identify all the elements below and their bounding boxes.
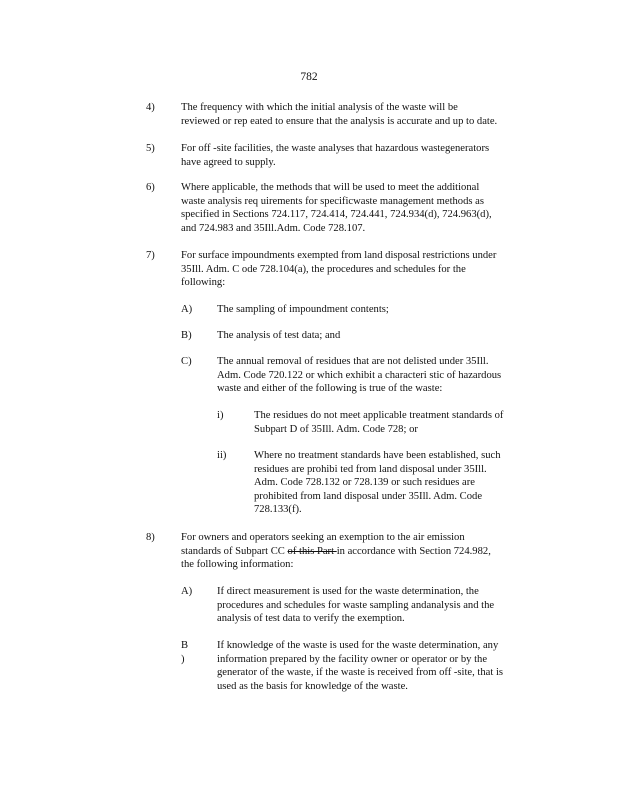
item-label: 6) [146, 182, 155, 193]
item-text: Where no treatment standards have been established, such residues are prohibi ted from land disposal under 35Ill. Adm. Code 728.132 or 728.139 or such residues are prohibited from land disposal under 35Ill. Adm. Code 728.133(f). [254, 450, 501, 516]
item-label: C) [181, 356, 192, 367]
item-label: 7) [146, 250, 155, 261]
struck-text: of this Part [287, 545, 337, 557]
item-label: 4) [146, 102, 155, 113]
item-text: If direct measurement is used for the waste determination, the procedures and schedules for waste sampling andanalysis and the analysis of test data to verify the exemption. [217, 586, 495, 625]
item-label: i) [217, 410, 224, 421]
item-label: B ) [181, 640, 189, 665]
item-text: If knowledge of the waste is used for the waste determination, any information prepared by the facility owner or operator or by the generator of the waste, if the waste is received from off -site, that is used as the basis for knowledge of the waste. [217, 640, 504, 692]
item-text: The annual removal of residues that are not delisted under 35Ill. Adm. Code 720.122 or which exhibit a characteri stic of hazardous waste and either of the following is true of the waste: [217, 356, 502, 395]
item-label: A) [181, 304, 193, 315]
item-text: For surface impoundments exempted from land disposal restrictions under 35Ill. Adm. C ode 728.104(a), the procedures and schedules for the following: [181, 250, 497, 289]
item-label: 5) [146, 143, 155, 154]
item-text: The sampling of impoundment contents; [217, 304, 389, 315]
page-number: 782 [300, 71, 318, 83]
item-label: 8) [146, 532, 155, 543]
item-text: Where applicable, the methods that will be used to meet the additional waste analysis req uirements for specificwaste management methods as specified in Sections 724.117, 724.414, 724.441, 724.934(d), 724.963(d), and 724.983 and 35Ill.Adm. Code 728.107. [181, 182, 492, 234]
item-label: A) [181, 586, 193, 597]
item-text: The frequency with which the initial analysis of the waste will be reviewed or rep eated to ensure that the analysis is accurate and up to date. [181, 102, 498, 127]
item-label: B) [181, 330, 192, 341]
item-label: ii) [217, 450, 227, 461]
item-text: The analysis of test data; and [217, 330, 341, 341]
item-text: For owners and operators seeking an exemption to the air emission standards of Subpart CC of this Part in accordance with Section 724.982, the following information: [181, 531, 523, 572]
item-text: For off -site facilities, the waste analyses that hazardous wastegenerators have agreed to supply. [181, 143, 490, 168]
item-text: The residues do not meet applicable treatment standards of Subpart D of 35Ill. Adm. Code 728; or [254, 410, 504, 435]
line-with-deletion: standards of Subpart CC of this Part in accordance with Section 724.982, [181, 545, 491, 557]
